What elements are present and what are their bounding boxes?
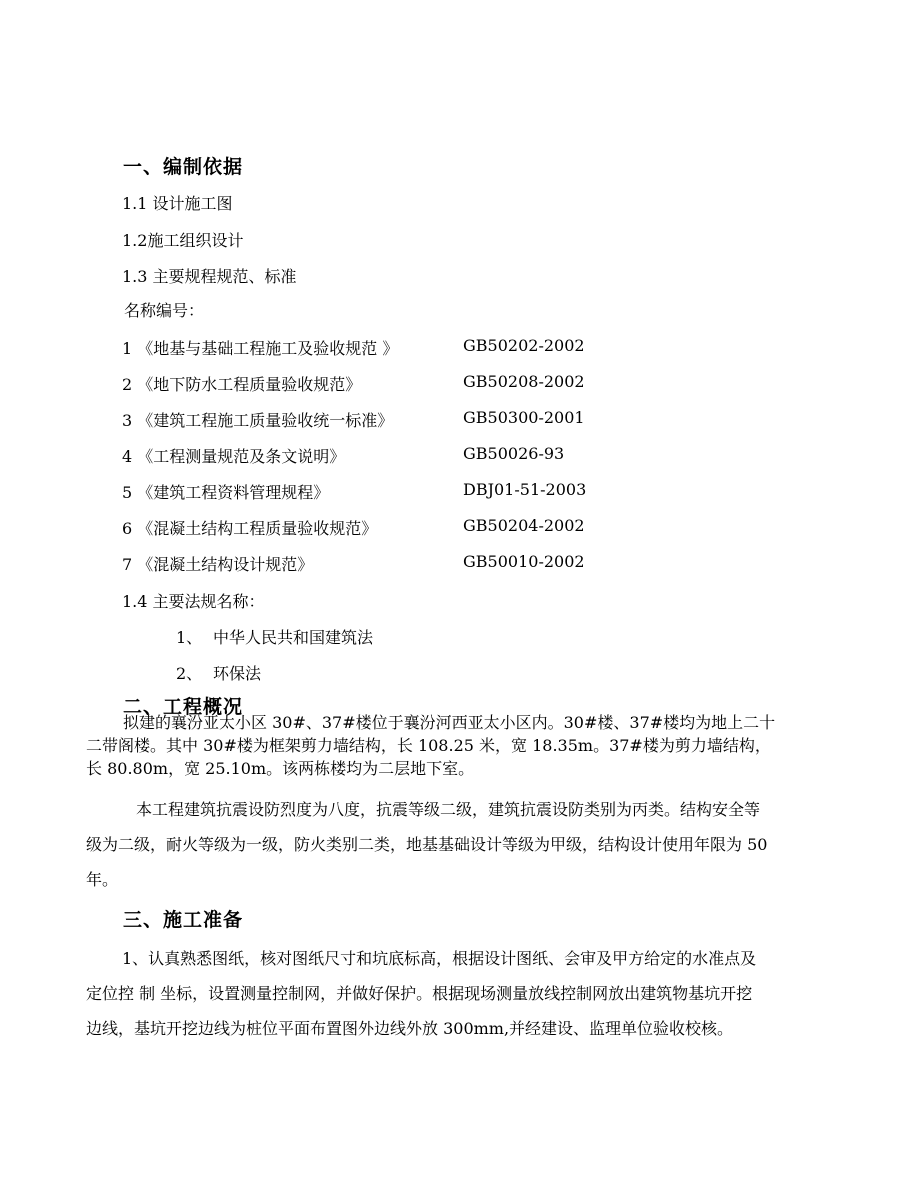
section-heading-3: 三、施工准备 [123, 909, 244, 931]
paragraph-line: 1、认真熟悉图纸，核对图纸尺寸和坑底标高，根据设计图纸、会审及甲方给定的水准点及 [122, 949, 757, 968]
reference-name: 4 《工程测量规范及条文说明》 [122, 447, 346, 466]
reference-name: 6 《混凝土结构工程质量验收规范》 [122, 519, 378, 538]
reference-name: 7 《混凝土结构设计规范》 [122, 555, 314, 574]
overview-paragraph-1 [86, 711, 775, 780]
section-item-1-2: 1.2施工组织设计 [122, 231, 244, 250]
section-heading-1: 一、编制依据 [123, 156, 244, 178]
paragraph-line: 长 80.80m，宽 25.10m。该两栋楼均为二层地下室。 [86, 759, 475, 778]
reference-code: GB50010-2002 [463, 552, 585, 571]
law-number: 1、 [176, 628, 203, 647]
overview-paragraph-2 [86, 792, 767, 897]
reference-code: GB50208-2002 [463, 372, 585, 391]
paragraph-line: 年。 [86, 870, 119, 889]
law-name: 中华人民共和国建筑法 [213, 628, 374, 647]
paragraph-line: 本工程建筑抗震设防烈度为八度，抗震等级二级，建筑抗震设防类别为丙类。结构安全等 [136, 800, 761, 819]
law-number: 2、 [176, 664, 203, 683]
reference-code: GB50204-2002 [463, 516, 585, 535]
reference-name: 5 《建筑工程资料管理规程》 [122, 483, 330, 502]
section-heading-2: 二、工程概况 [123, 696, 244, 718]
name-label: 名称编号： [124, 301, 205, 320]
reference-code: GB50202-2002 [463, 336, 585, 355]
reference-name: 2 《地下防水工程质量验收规范》 [122, 375, 362, 394]
law-name: 环保法 [213, 664, 262, 683]
paragraph-line: 边线，基坑开挖边线为桩位平面布置图外边线外放 300mm,并经建设、监理单位验收校核。 [86, 1019, 734, 1038]
preparation-paragraph-1 [86, 941, 756, 1046]
paragraph-line: 定位控 制 坐标，设置测量控制网，并做好保护。根据现场测量放线控制网放出建筑物基坑开挖 [86, 984, 753, 1003]
reference-code: GB50300-2001 [463, 408, 585, 427]
section-item-1-3: 1.3 主要规程规范、标准 [122, 267, 297, 286]
section-item-1-1: 1.1 设计施工图 [122, 194, 233, 213]
reference-code: DBJ01-51-2003 [463, 480, 587, 499]
paragraph-line: 拟建的襄汾亚太小区 30#、37#楼位于襄汾河西亚太小区内。30#楼、37#楼均为地上二十 [123, 713, 776, 732]
reference-name: 1 《地基与基础工程施工及验收规范 》 [122, 339, 399, 358]
paragraph-line: 级为二级，耐火等级为一级，防火类别二类，地基基础设计等级为甲级，结构设计使用年限为 50 [86, 835, 768, 854]
reference-name: 3 《建筑工程施工质量验收统一标准》 [122, 411, 394, 430]
reference-code: GB50026-93 [463, 444, 565, 463]
section-item-1-4: 1.4 主要法规名称： [122, 592, 265, 611]
paragraph-line: 二带阁楼。其中 30#楼为框架剪力墙结构，长 108.25 米，宽 18.35m。37#楼为剪力墙结构， [86, 736, 771, 755]
